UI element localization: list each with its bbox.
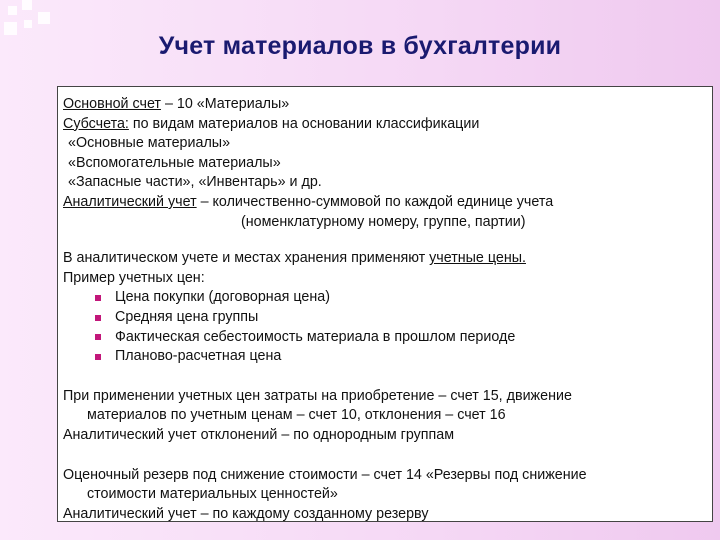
reserve-analytic-line: Аналитический учет – по каждому созданному резерву bbox=[63, 505, 429, 522]
analytic-continuation: (номенклатурному номеру, группе, партии) bbox=[241, 213, 526, 230]
bullet-square-icon bbox=[95, 354, 101, 360]
list-item: Фактическая себестоимость материала в прошлом периоде bbox=[63, 328, 702, 348]
analytic-text: – количественно-суммовой по каждой единице учета bbox=[196, 193, 554, 210]
subaccounts-line bbox=[63, 115, 702, 135]
slide-title: Учет материалов в бухгалтерии bbox=[158, 32, 562, 60]
analytic-line bbox=[63, 193, 702, 213]
bullet-square-icon bbox=[95, 334, 101, 340]
main-account-line bbox=[63, 95, 702, 115]
price-examples-heading: Пример учетных цен: bbox=[63, 269, 205, 286]
accounting-prices-line bbox=[63, 249, 702, 269]
accounting-prices-text: В аналитическом учете и местах хранения применяют bbox=[63, 250, 430, 267]
content-box bbox=[57, 86, 713, 522]
accounting-prices-term: учетные цены. bbox=[429, 250, 526, 267]
reserve-continuation: стоимости материальных ценностей» bbox=[87, 486, 338, 503]
bullet-square-icon bbox=[95, 295, 101, 301]
list-item: Цена покупки (договорная цена) bbox=[63, 288, 702, 308]
main-account-label: Основной счет bbox=[63, 96, 161, 112]
cost-accounts-continuation: материалов по учетным ценам – счет 10, отклонения – счет 16 bbox=[87, 407, 506, 424]
subaccount-item: «Вспомогательные материалы» bbox=[68, 154, 281, 171]
deviation-analytic-line: Аналитический учет отклонений – по однородным группам bbox=[63, 426, 455, 443]
list-item: Средняя цена группы bbox=[63, 308, 702, 328]
cost-accounts-line: При применении учетных цен затраты на приобретение – счет 15, движение bbox=[63, 387, 572, 404]
subaccount-item: «Основные материалы» bbox=[68, 135, 231, 152]
main-account-text: – 10 «Материалы» bbox=[160, 96, 290, 112]
subaccounts-label: Субсчета: bbox=[63, 115, 129, 132]
subaccount-item: «Запасные части», «Инвентарь» и др. bbox=[68, 174, 322, 191]
analytic-label: Аналитический учет bbox=[63, 193, 197, 210]
list-item: Планово-расчетная цена bbox=[63, 347, 702, 367]
bullet-square-icon bbox=[95, 315, 101, 321]
subaccounts-text: по видам материалов на основании классификации bbox=[128, 115, 480, 132]
reserve-line: Оценочный резерв под снижение стоимости – счет 14 «Резервы под снижение bbox=[63, 466, 587, 483]
